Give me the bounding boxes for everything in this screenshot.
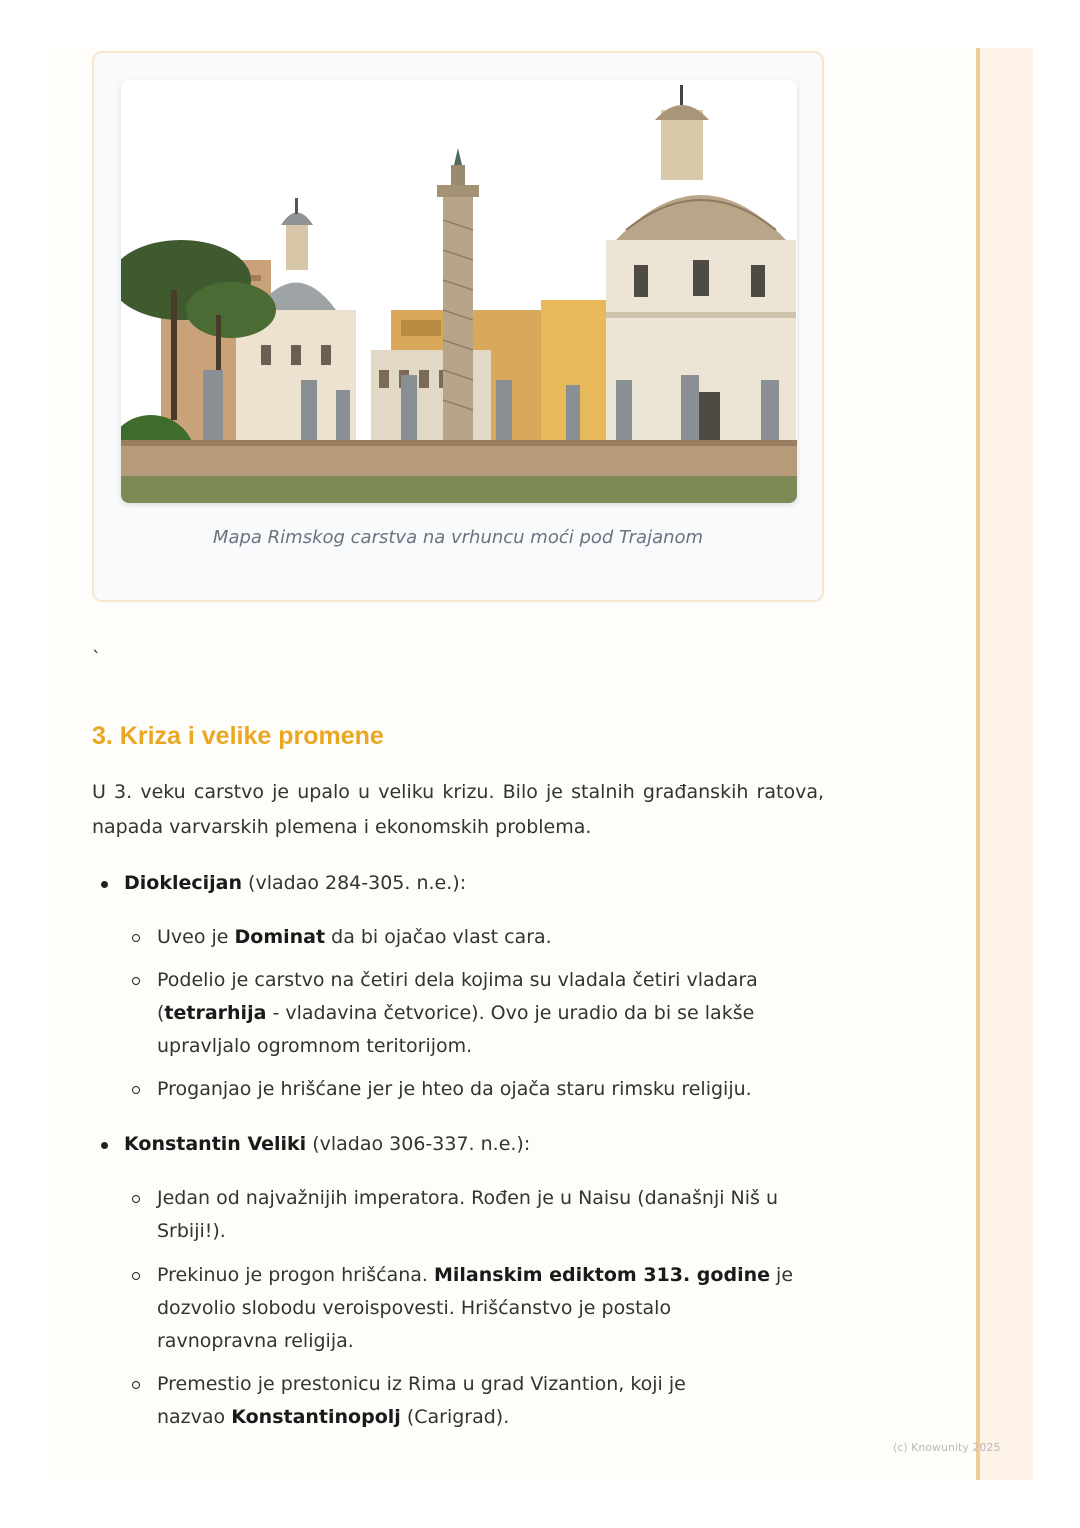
bullet-circle	[132, 1381, 140, 1389]
bullet-circle	[132, 934, 140, 942]
ruler-heading-dioklecijan	[124, 867, 466, 900]
section-intro: U 3. veku carstvo je upalo u veliku krizu. Bilo je stalnih građanskih ratova, napada varvarskih plemena i ekonomskih problema.	[92, 781, 824, 838]
rome-forum-photo	[121, 80, 797, 503]
ruler-reign: (vladao 306-337. n.e.):	[306, 1133, 531, 1155]
figure-caption: Mapa Rimskog carstva na vrhuncu moći pod Trajanom	[212, 527, 704, 548]
list-item: Jedan od najvažnijih imperatora. Rođen je u Naisu (današnji Niš u Srbiji!).	[157, 1187, 779, 1242]
list-item: Proganjao je hrišćane jer je hteo da ojača staru rimsku religiju.	[157, 1078, 752, 1100]
list-item: Uveo je Dominat da bi ojačao vlast cara.	[157, 926, 552, 948]
bullet-circle	[132, 1195, 140, 1203]
ruler-name: Konstantin Veliki	[124, 1133, 307, 1155]
stray-backtick: `	[92, 648, 101, 669]
bullet-circle	[132, 977, 140, 985]
list-item: Podelio je carstvo na četiri dela kojima su vladala četiri vladara (tetrarhija - vladavina četvorice). Ovo je uradio da bi se lakše upravljalo ogromnom teritorijom.	[157, 969, 758, 1057]
list-item: Premestio je prestonicu iz Rima u grad Vizantion, koji je nazvao Konstantinopolj (Carigrad).	[157, 1373, 686, 1428]
margin-line	[976, 48, 980, 1480]
ruler-reign: (vladao 284-305. n.e.):	[242, 872, 467, 894]
bullet-circle	[132, 1272, 140, 1280]
section-title: 3. Kriza i velike promene	[92, 722, 384, 750]
bullet-dot	[101, 1142, 108, 1149]
bullet-dot	[101, 881, 108, 888]
copyright-footer: (c) Knowunity 2025	[893, 1441, 1001, 1454]
margin-band	[976, 48, 1033, 1480]
bullet-circle	[132, 1086, 140, 1094]
ruler-name: Dioklecijan	[124, 872, 243, 894]
ruler-heading-konstantin	[124, 1128, 530, 1161]
list-item: Prekinuo je progon hrišćana. Milanskim ediktom 313. godine je dozvolio slobodu veroispovesti. Hrišćanstvo je postalo ravnopravna religija.	[157, 1264, 794, 1352]
